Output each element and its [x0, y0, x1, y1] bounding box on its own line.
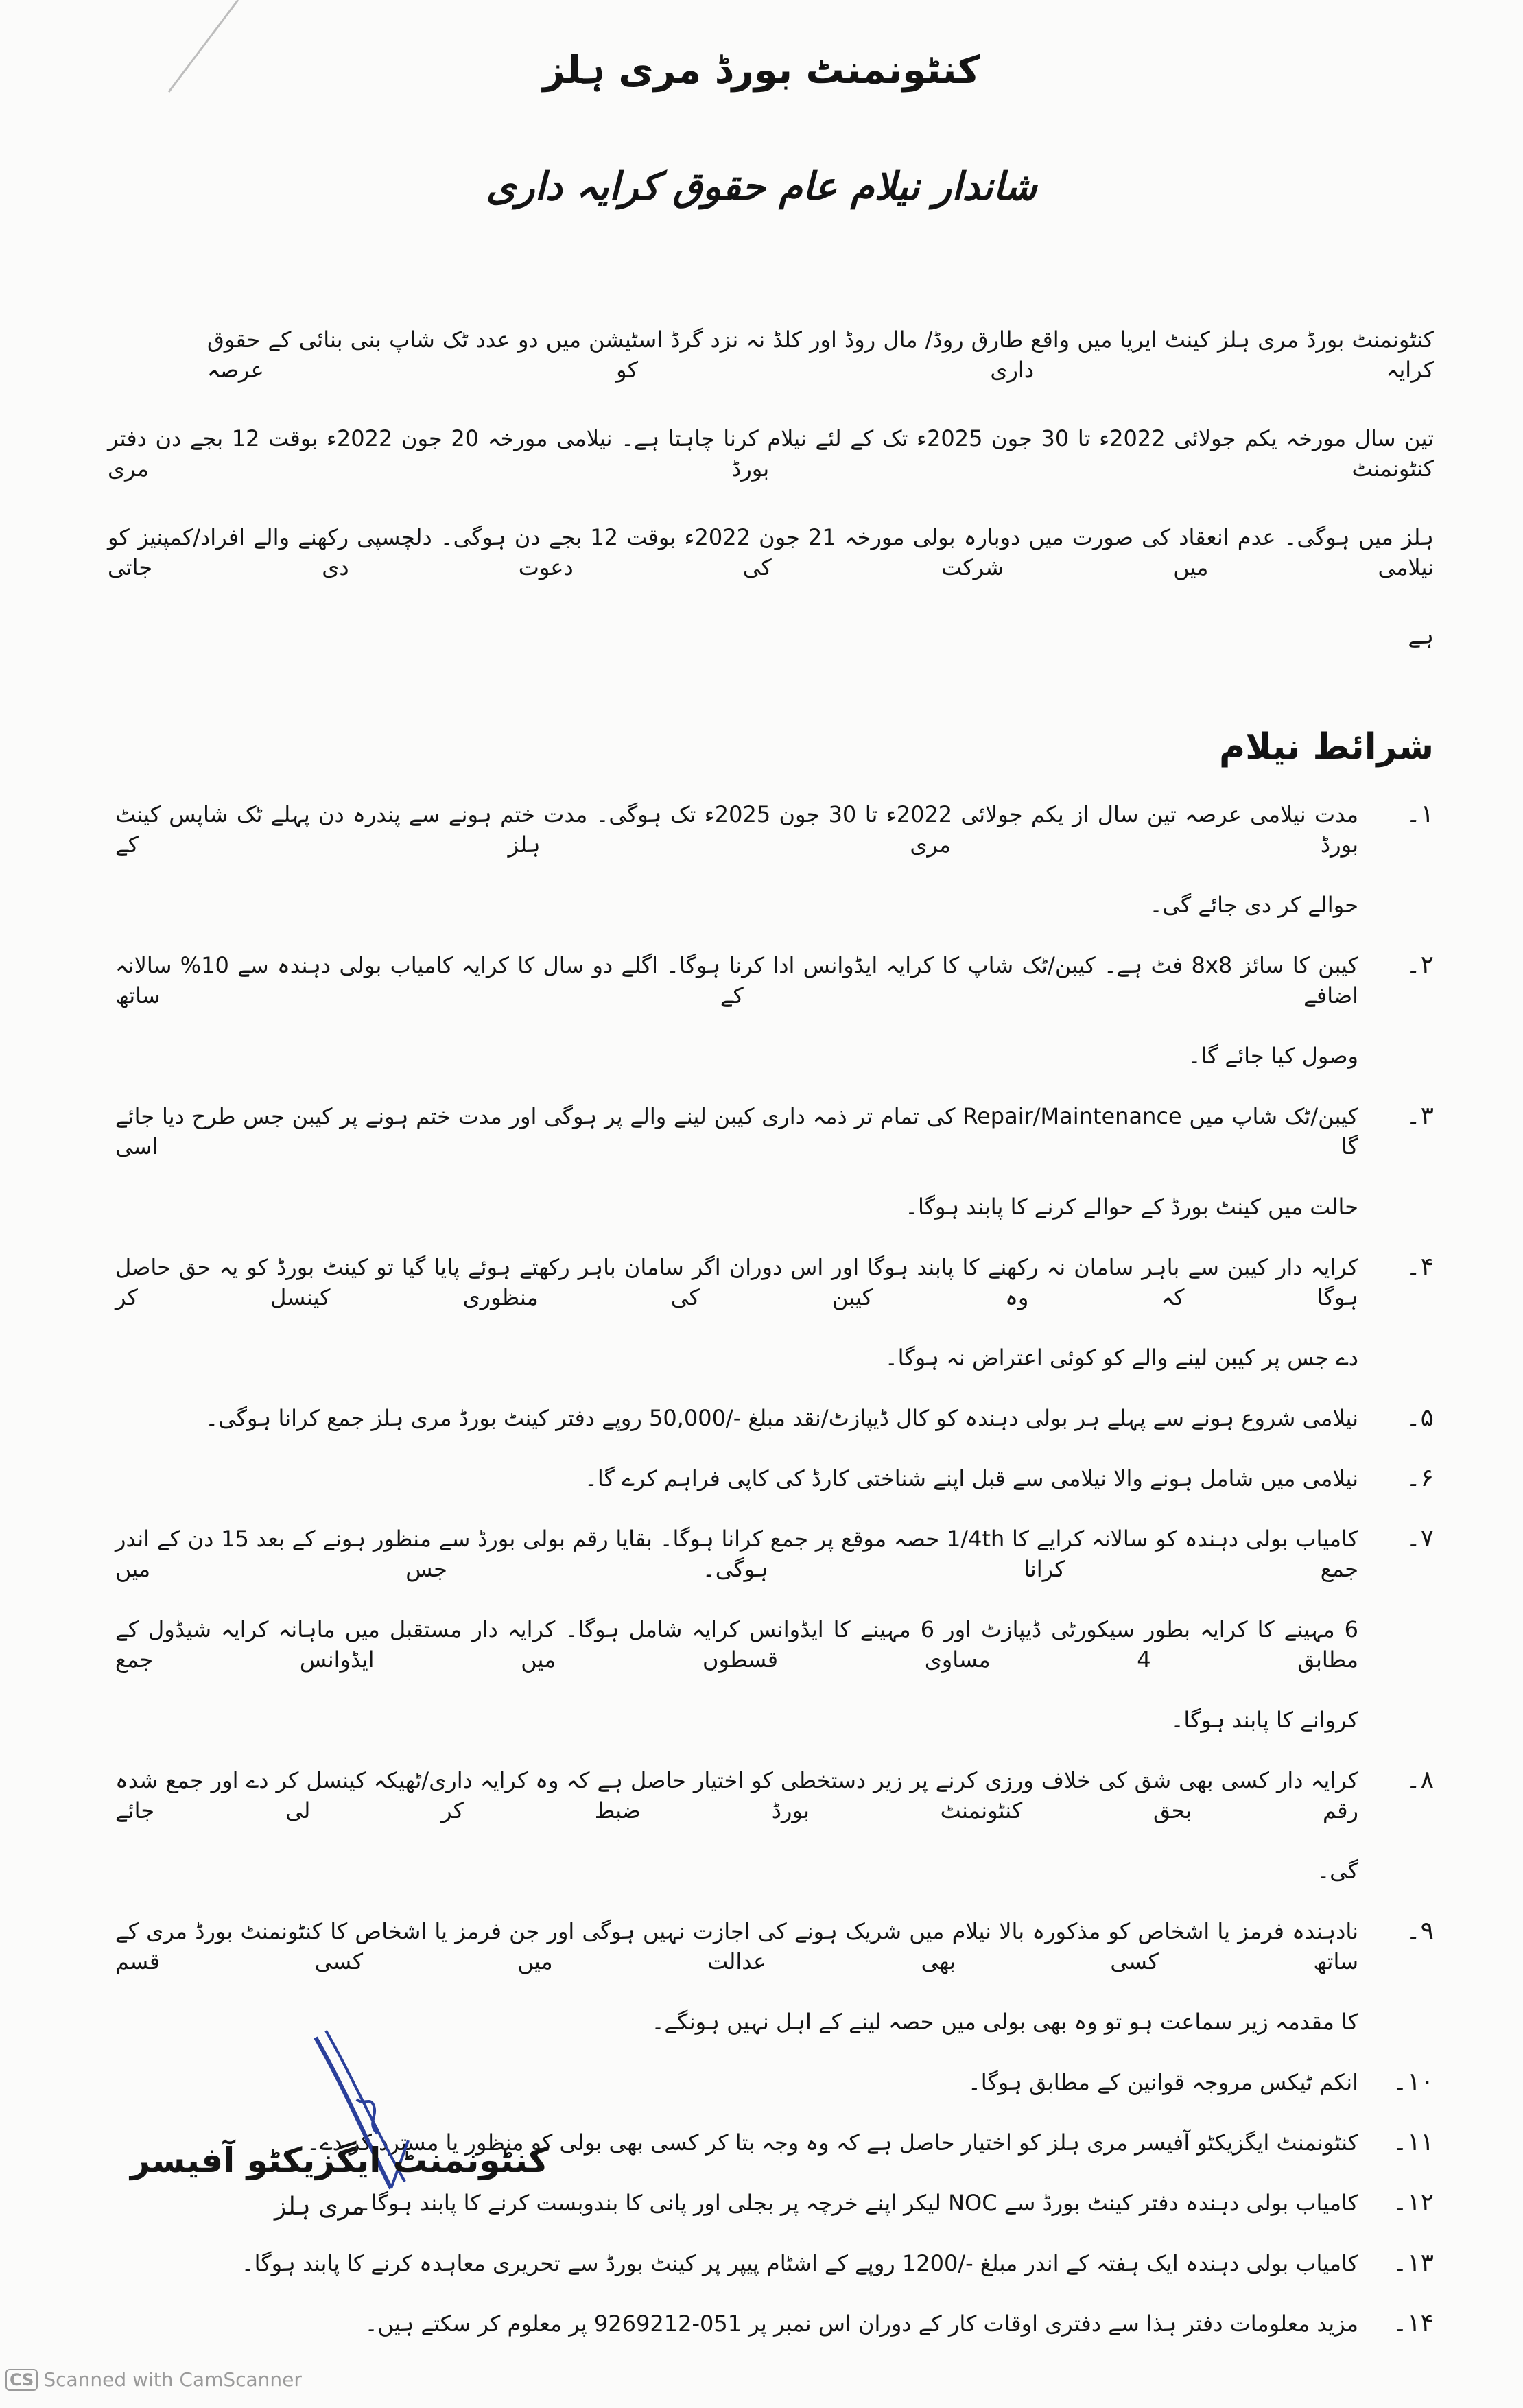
item-line: کیبن کا سائز 8x8 فٹ ہے۔ کیبن/ٹک شاپ کا کرایہ ایڈوانس ادا کرنا ہوگا۔ اگلے دو سال کا کرایہ کامیاب بولی دہندہ سے 10% سالانہ اضافے کے ساتھ: [115, 952, 1359, 1008]
condition-item: [108, 2233, 1434, 2293]
signatory-designation: کنٹونمنٹ ایگزیکٹو آفیسر: [130, 2140, 549, 2180]
item-number: ۲۔: [1406, 951, 1434, 979]
condition-item: [108, 1237, 1434, 1388]
item-line: دے جس پر کیبن لینے والے کو کوئی اعتراض نہ ہوگا۔: [884, 1345, 1358, 1371]
item-line: نیلامی میں شامل ہونے والا نیلامی سے قبل اپنے شناختی کارڈ کی کاپی فراہم کرے گا۔: [585, 1465, 1358, 1491]
item-number: ۱۱۔: [1393, 2128, 1434, 2156]
notice-title: شاندار نیلام عام حقوق کرایہ داری: [486, 165, 1037, 209]
item-number: ۶۔: [1406, 1464, 1434, 1492]
item-number: ۱۳۔: [1393, 2249, 1434, 2277]
conditions-heading: شرائط نیلام: [1219, 727, 1434, 768]
item-number: ۴۔: [1406, 1253, 1434, 1281]
item-number: ۱۔: [1406, 800, 1434, 828]
condition-item: [108, 1086, 1434, 1237]
item-number: ۷۔: [1406, 1524, 1434, 1553]
item-line: گی۔: [1317, 1858, 1358, 1884]
camscanner-text: Scanned with CamScanner: [43, 2368, 302, 2391]
item-line: کامیاب بولی دہندہ دفتر کینٹ بورڈ سے NOC لیکر اپنے خرچہ پر بجلی اور پانی کا بندوبست کرنے کا پابند ہوگا۔: [358, 2190, 1358, 2216]
condition-item: [108, 935, 1434, 1086]
item-line: انکم ٹیکس مروجہ قوانین کے مطابق ہوگا۔: [968, 2069, 1358, 2095]
camscanner-watermark: [5, 2368, 302, 2391]
item-number: ۳۔: [1406, 1102, 1434, 1130]
item-line: نیلامی شروع ہونے سے پہلے ہر بولی دہندہ کو کال ڈیپازٹ/نقد مبلغ -/50,000 روپے دفتر کینٹ بورڈ مری ہلز جمع کرانا ہوگی۔: [205, 1405, 1358, 1431]
item-number: ۹۔: [1406, 1917, 1434, 1945]
item-line: کروانے کا پابند ہوگا۔: [1170, 1707, 1358, 1733]
intro-paragraph: [108, 305, 1434, 670]
condition-item: [108, 1448, 1434, 1509]
item-line: نادہندہ فرمز یا اشخاص کو مذکورہ بالا نیلام میں شریک ہونے کی اجازت نہیں ہوگی اور جن فرمز یا اشخاص کا کنٹونمنٹ بورڈ مری کے ساتھ کسی بھی عدالت میں کسی قسم: [115, 1918, 1358, 1974]
item-number: ۱۲۔: [1393, 2188, 1434, 2217]
item-line: مزید معلومات دفتر ہذا سے دفتری اوقات کار کے دوران اس نمبر پر 051-9269212 پر معلوم کر سکتے ہیں۔: [364, 2311, 1358, 2337]
organization-title: کنٹونمنٹ بورڈ مری ہلز: [543, 48, 980, 93]
condition-item: [108, 1509, 1434, 1750]
intro-line: تین سال مورخہ یکم جولائی 2022ء تا 30 جون 2025ء تک کے لئے نیلام کرنا چاہتا ہے۔ نیلامی مورخہ 20 جون 2022ء بوقت 12 بجے دن دفتر کنٹونمنٹ بورڈ مری: [108, 425, 1435, 482]
item-number: ۵۔: [1406, 1404, 1434, 1432]
item-number: ۸۔: [1406, 1766, 1434, 1794]
item-number: ۱۴۔: [1393, 2309, 1434, 2337]
item-line: وصول کیا جائے گا۔: [1188, 1043, 1358, 1069]
signatory-place: مری ہلز: [274, 2193, 365, 2221]
condition-item: [108, 2293, 1434, 2354]
intro-line: ہلز میں ہوگی۔ عدم انعقاد کی صورت میں دوبارہ بولی مورخہ 21 جون 2022ء بوقت 12 بجے دن ہوگی۔ دلچسپی رکھنے والے افراد/کمپنیز کو نیلامی میں شرکت کی دعوت دی جاتی: [108, 524, 1435, 580]
item-line: کرایہ دار کسی بھی شق کی خلاف ورزی کرنے پر زیر دستخطی کو اختیار حاصل ہے کہ وہ کرایہ داری/ٹھیکہ کینسل کر دے اور جمع شدہ رقم بحق کنٹونمنٹ بورڈ ضبط کر لی جائے: [115, 1767, 1358, 1823]
item-number: ۱۰۔: [1393, 2068, 1434, 2096]
camscanner-logo-icon: CS: [5, 2369, 38, 2391]
condition-item: [108, 1750, 1434, 1901]
item-line: کامیاب بولی دہندہ ایک ہفتہ کے اندر مبلغ -/1200 روپے کے اشٹام پیپر پر کینٹ بورڈ سے تحریری معاہدہ کرنے کا پابند ہوگا۔: [241, 2250, 1358, 2276]
item-line: کامیاب بولی دہندہ کو سالانہ کرایے کا 1/4th حصہ موقع پر جمع کرانا ہوگا۔ بقایا رقم بولی بورڈ سے منظور ہونے کے بعد 15 دن کے اندر جمع کرانا ہوگی۔ جس میں: [115, 1526, 1359, 1582]
item-line: حالت میں کینٹ بورڈ کے حوالے کرنے کا پابند ہوگا۔: [905, 1194, 1358, 1220]
item-line: کرایہ دار کیبن سے باہر سامان نہ رکھنے کا پابند ہوگا اور اس دوران اگر سامان باہر رکھتے ہوئے پایا گیا تو کینٹ بورڈ کو یہ حق حاصل ہوگا کہ وہ کیبن کی منظوری کینسل کر: [115, 1254, 1358, 1310]
item-line: کیبن/ٹک شاپ میں Repair/Maintenance کی تمام تر ذمہ داری کیبن لینے والے پر ہوگی اور مدت ختم ہونے پر کیبن جس طرح دیا جائے گا اسی: [115, 1103, 1359, 1159]
intro-line: کنٹونمنٹ بورڈ مری ہلز کینٹ ایریا میں واقع طارق روڈ/ مال روڈ اور کلڈ نہ نزد گرڈ اسٹیشن میں دو عدد ٹک شاپ بنی بنائی کے حقوق کرایہ داری کو عرصہ: [207, 327, 1434, 383]
item-line: کنٹونمنٹ ایگزیکٹو آفیسر مری ہلز کو اختیار حاصل ہے کہ وہ وجہ بتا کر کسی بھی بولی کو منظور یا مسترد کر دے۔: [307, 2129, 1358, 2156]
condition-item: [108, 1388, 1434, 1448]
item-line: حوالے کر دی جائے گی۔: [1149, 892, 1358, 918]
intro-line: ہے: [1408, 623, 1434, 649]
condition-item: [108, 784, 1434, 935]
item-line: مدت نیلامی عرصہ تین سال از یکم جولائی 2022ء تا 30 جون 2025ء تک ہوگی۔ مدت ختم ہونے سے پندرہ دن پہلے ٹک شاپس کینٹ بورڈ مری ہلز کے: [115, 801, 1359, 858]
item-line: 6 مہینے کا کرایہ بطور سیکورٹی ڈیپازٹ اور 6 مہینے کا ایڈوانس کرایہ شامل ہوگا۔ کرایہ دار مستقبل میں ماہانہ کرایہ شیڈول کے مطابق 4 مساوی قسطوں میں ایڈوانس جمع: [115, 1616, 1359, 1673]
item-line: کا مقدمہ زیر سماعت ہو تو وہ بھی بولی میں حصہ لینے کے اہل نہیں ہونگے۔: [651, 2009, 1358, 2035]
